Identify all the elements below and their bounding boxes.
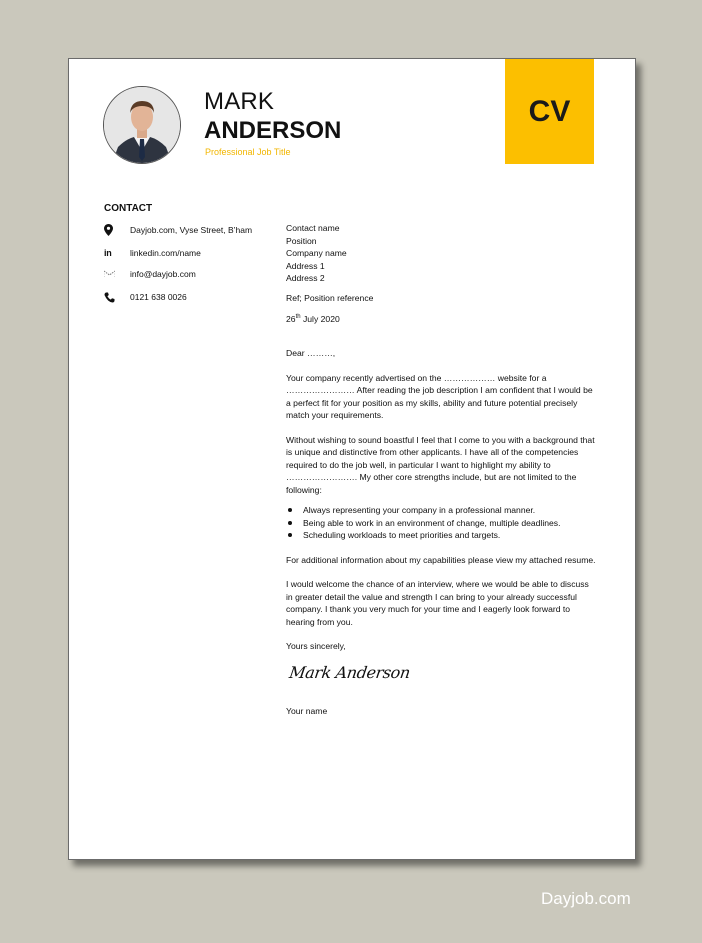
last-name: ANDERSON: [204, 117, 342, 144]
date-rest: July 2020: [300, 313, 340, 324]
job-title: Professional Job Title: [205, 147, 291, 157]
address-line: Address 2: [286, 273, 325, 283]
list-item: Being able to work in an environment of change, multiple deadlines.: [286, 517, 596, 530]
cv-page: [68, 58, 636, 860]
cv-label: CV: [528, 94, 571, 128]
contact-heading: CONTACT: [104, 203, 153, 214]
paragraph-4: I would welcome the chance of an interview, where we would be able to discuss in greater detail the value and strength I can bring to your already successful company. I thank you very much for your time and I eagerly look forward to hearing from you.: [286, 579, 589, 627]
contact-address-text: Dayjob.com, Vyse Street, B’ham: [130, 225, 253, 235]
address-line: Position: [286, 235, 317, 246]
address-line: Contact name: [286, 223, 340, 233]
paragraph-2: Without wishing to sound boastful I feel that I come to you with a background that is unique and distinctive from other applicants. I have all of the competencies required to do the job well, in particular I want to highlight my ability to ……………………. My other core strengths include, but are not limited to the following:: [286, 434, 595, 495]
date-day: 26: [286, 313, 296, 324]
address-line: Company name: [286, 248, 347, 258]
recipient-address: [286, 222, 596, 285]
linkedin-icon: in: [104, 248, 112, 258]
profile-photo: [103, 86, 181, 164]
location-pin-icon: [104, 223, 130, 237]
contact-linkedin: [104, 246, 201, 260]
reference-line: Ref; Position reference: [286, 292, 374, 303]
contact-phone: [104, 290, 187, 304]
cover-letter: [286, 222, 596, 717]
contact-email: [104, 267, 196, 281]
signature: Mark Anderson: [288, 662, 412, 682]
phone-icon: [104, 290, 130, 304]
letter-date: [286, 311, 596, 325]
list-item: Scheduling workloads to meet priorities and targets.: [286, 529, 596, 542]
first-name: MARK: [204, 88, 275, 115]
email-icon: [104, 267, 130, 281]
contact-email-text[interactable]: info@dayjob.com: [130, 269, 196, 279]
contact-address: [104, 223, 252, 237]
contact-phone-text[interactable]: 0121 638 0026: [130, 292, 187, 302]
your-name: Your name: [286, 705, 328, 716]
cv-badge: [505, 59, 594, 164]
salutation: Dear ………,: [286, 348, 336, 359]
list-item: Always representing your company in a professional manner.: [286, 504, 596, 517]
brand-watermark: Dayjob.com: [541, 889, 631, 908]
paragraph-3: For additional information about my capabilities please view my attached resume.: [286, 554, 596, 565]
date-suffix: th: [295, 314, 301, 320]
paragraph-1: Your company recently advertised on the ……………… website for a …………………… After reading the job description I am confident that I would be a perfect fit for your position as my skills, ability and future potential precisely match your requirements.: [286, 372, 593, 421]
closing: Yours sincerely,: [286, 641, 346, 652]
address-line: Address 1: [286, 260, 325, 271]
contact-linkedin-text[interactable]: linkedin.com/name: [130, 248, 201, 258]
strengths-list: [286, 504, 596, 542]
